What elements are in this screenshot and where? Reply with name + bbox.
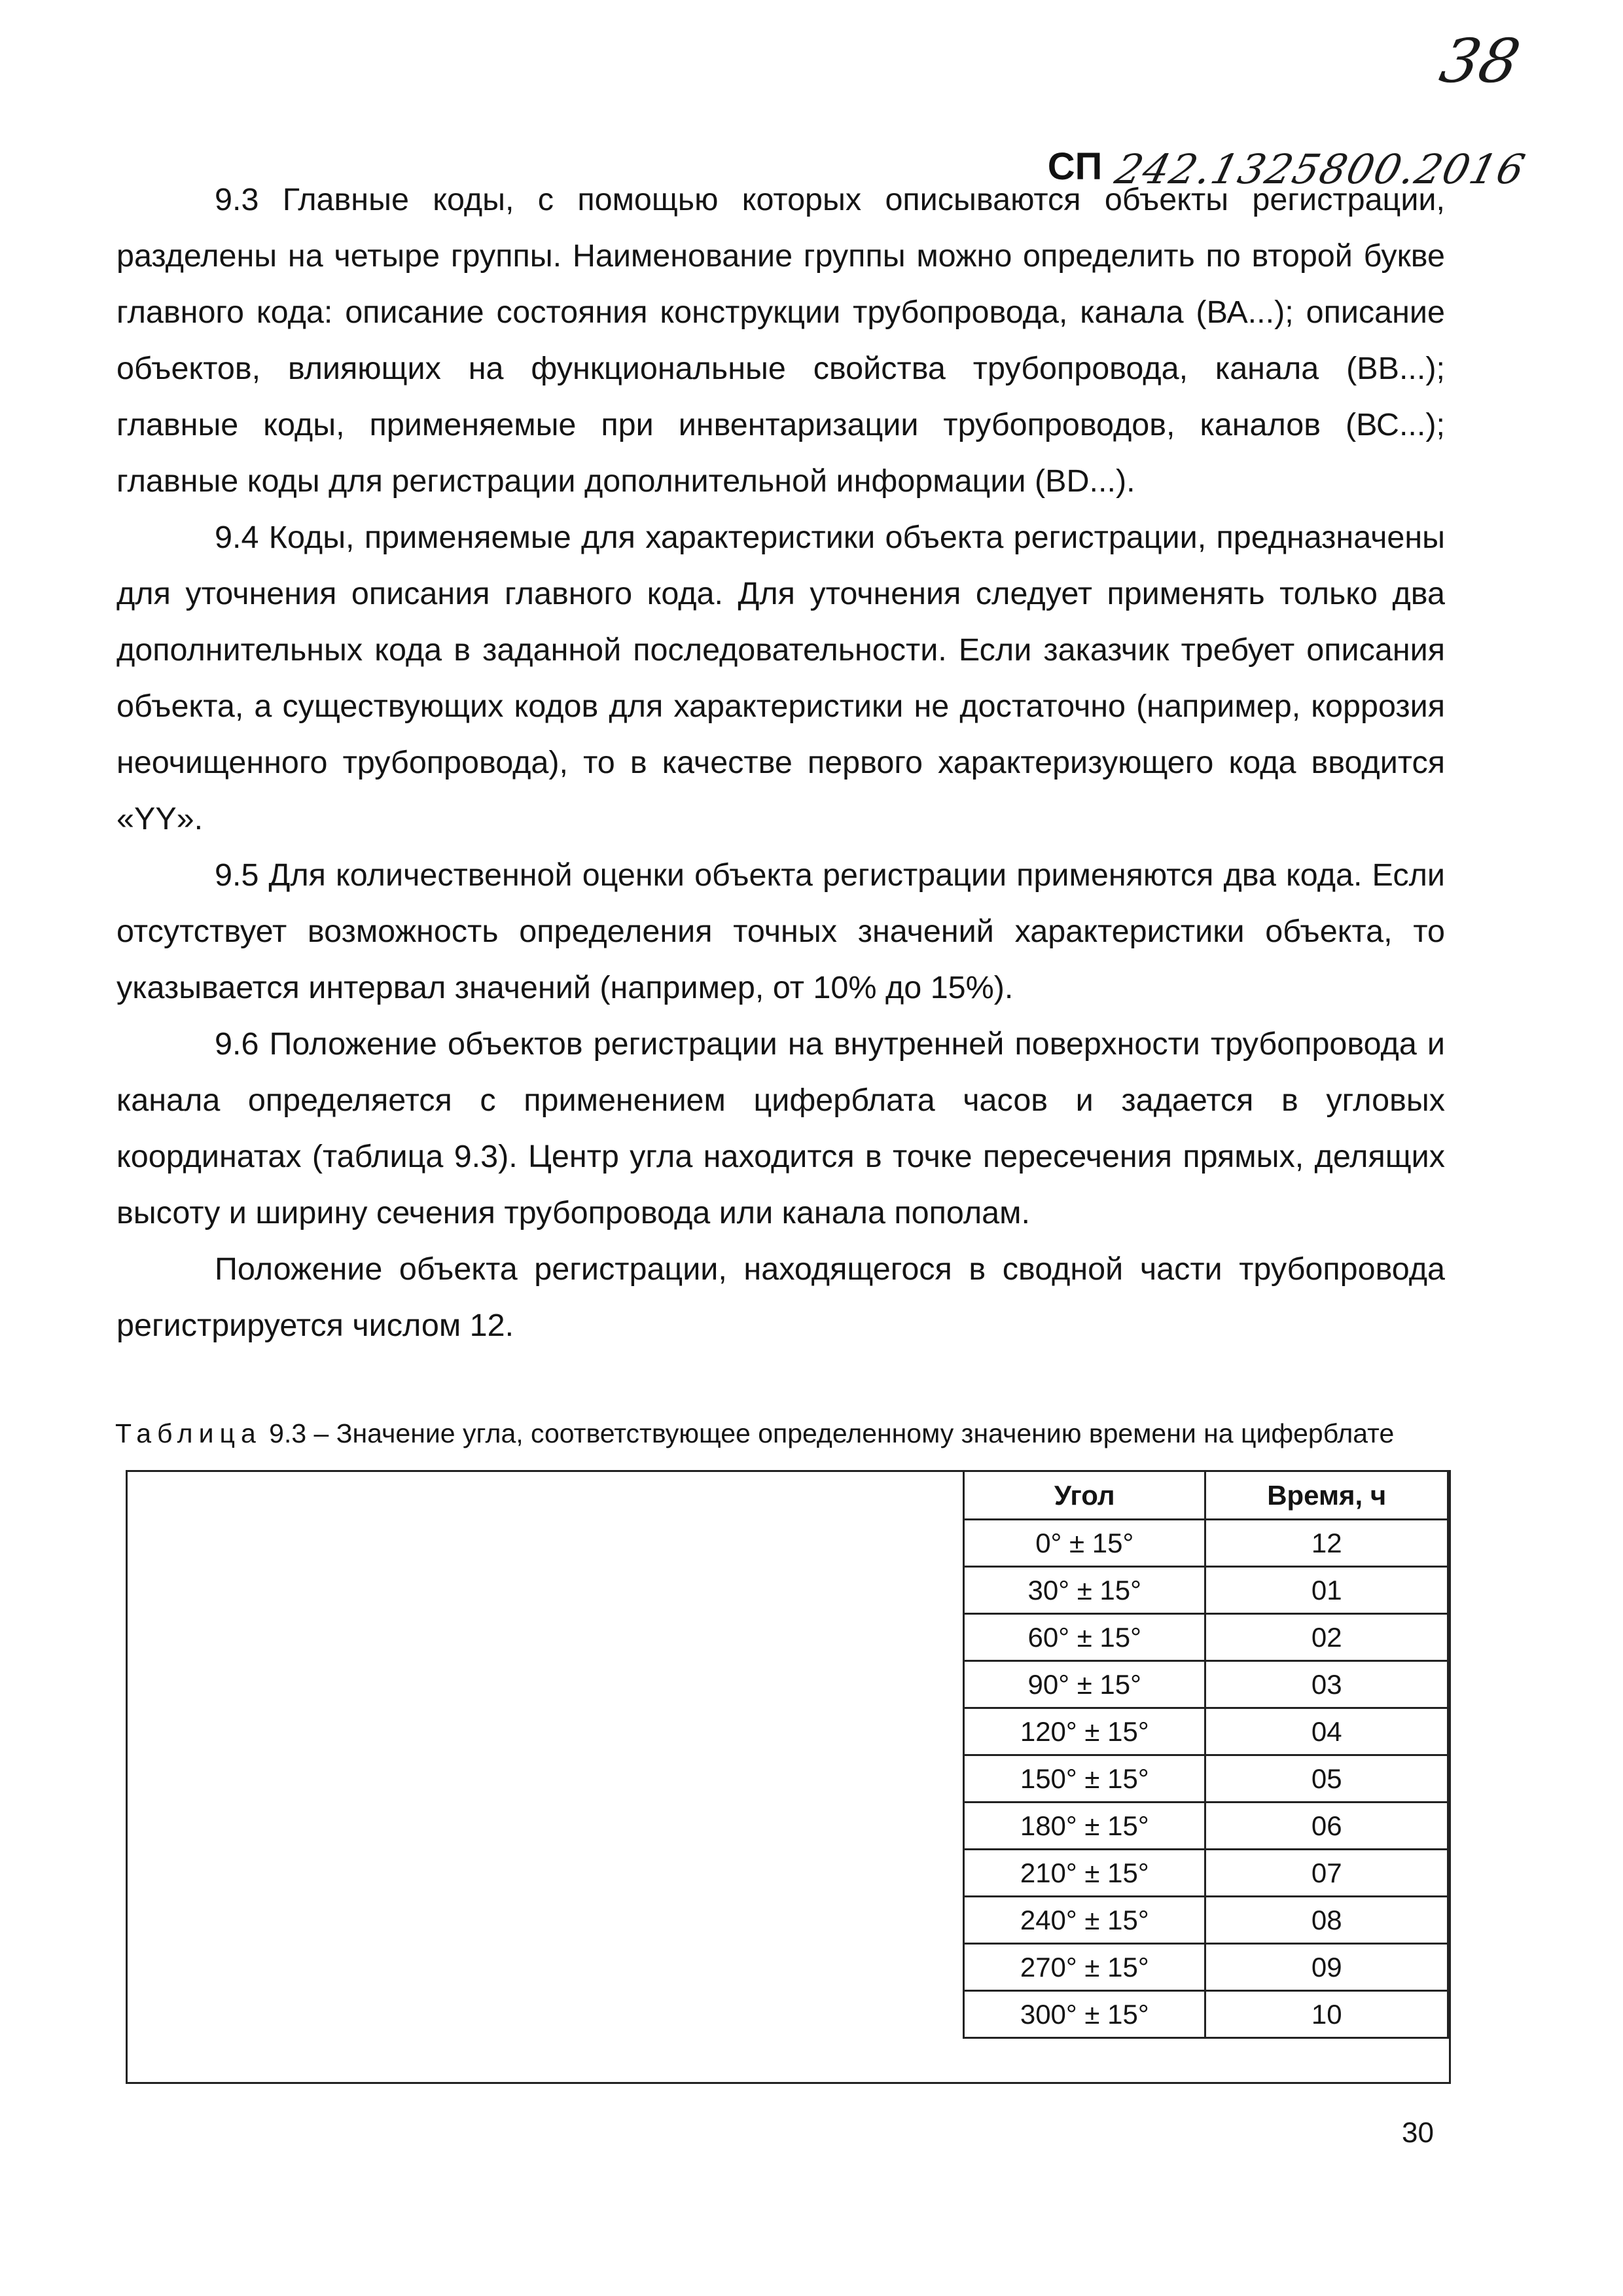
table-row — [964, 1755, 1448, 1803]
table-row — [964, 1803, 1448, 1850]
table-row — [964, 1520, 1448, 1567]
time-cell: 04 — [1205, 1708, 1448, 1755]
angle-cell: 270° ± 15° — [964, 1944, 1205, 1991]
header-time: Время, ч — [1205, 1471, 1448, 1520]
time-cell: 05 — [1205, 1755, 1448, 1803]
table-row — [964, 1614, 1448, 1661]
paragraph-9-6: 9.6 Положение объектов регистрации на внутренней поверхности трубопровода и канала определяется с применением циферблата часов и задается в угловых координатах (таблица 9.3). Центр угла находится в точке пересечения прямых, делящих высоту и ширину сечения трубопровода или канала пополам. — [116, 1026, 1445, 1230]
table-row — [964, 1944, 1448, 1991]
angle-cell: 60° ± 15° — [964, 1614, 1205, 1661]
time-cell: 10 — [1205, 1991, 1448, 2038]
angle-cell: 90° ± 15° — [964, 1661, 1205, 1708]
time-cell: 08 — [1205, 1897, 1448, 1944]
paragraph-position-12: Положение объекта регистрации, находящегося в сводной части трубопровода регистрируется числом 12. — [116, 1251, 1445, 1343]
angle-cell: 120° ± 15° — [964, 1708, 1205, 1755]
header-angle: Угол — [964, 1471, 1205, 1520]
paragraph-9-3: 9.3 Главные коды, с помощью которых описываются объекты регистрации, разделены на четыре группы. Наименование группы можно определить по второй букве главного кода: описание состояния конструкции трубопровода, канала (ВА...); описание объектов, влияющих на функциональные свойства трубопровода, канала (ВВ...); главные коды, применяемые при инвентаризации трубопроводов, каналов (ВС...); главные коды для регистрации дополнительной информации (BD...). — [116, 182, 1445, 499]
table-caption — [115, 1415, 1394, 1452]
time-cell: 07 — [1205, 1850, 1448, 1897]
angle-time-table — [963, 1470, 1449, 2039]
table-row — [964, 1567, 1448, 1614]
paragraph-9-5: 9.5 Для количественной оценки объекта регистрации применяются два кода. Если отсутствует возможность определения точных значений характеристики объекта, то указывается интервал значений (например, от 10% до 15%). — [116, 857, 1445, 1005]
time-cell: 12 — [1205, 1520, 1448, 1567]
table-header-row — [964, 1471, 1448, 1520]
time-cell: 09 — [1205, 1944, 1448, 1991]
table-row — [964, 1708, 1448, 1755]
table-row — [964, 1897, 1448, 1944]
angle-cell: 0° ± 15° — [964, 1520, 1205, 1567]
time-cell: 03 — [1205, 1661, 1448, 1708]
table-caption-text: 9.3 – Значение угла, соответствующее определенному значению времени на циферблате — [269, 1418, 1395, 1448]
time-cell: 01 — [1205, 1567, 1448, 1614]
table-row — [964, 1991, 1448, 2038]
angle-cell: 150° ± 15° — [964, 1755, 1205, 1803]
document-code-prefix: СП — [1047, 145, 1103, 188]
table-row — [964, 1850, 1448, 1897]
table-caption-word: Таблица — [115, 1418, 262, 1448]
body-text — [116, 171, 1445, 1354]
table-frame — [126, 1470, 1451, 2084]
angle-cell: 30° ± 15° — [964, 1567, 1205, 1614]
angle-cell: 210° ± 15° — [964, 1850, 1205, 1897]
time-cell: 02 — [1205, 1614, 1448, 1661]
angle-cell: 240° ± 15° — [964, 1897, 1205, 1944]
paragraph-9-4: 9.4 Коды, применяемые для характеристики объекта регистрации, предназначены для уточнения описания главного кода. Для уточнения следует применять только два дополнительных кода в заданной последовательности. Если заказчик требует описания объекта, а существующих кодов для характеристики не достаточно (например, коррозия неочищенного трубопровода), то в качестве первого характеризующего кода вводится «YY». — [116, 520, 1445, 836]
table-row — [964, 1661, 1448, 1708]
page-number: 30 — [1402, 2117, 1434, 2149]
angle-cell: 180° ± 15° — [964, 1803, 1205, 1850]
handwritten-page-number: 38 — [1434, 26, 1526, 96]
angle-cell: 300° ± 15° — [964, 1991, 1205, 2038]
time-cell: 06 — [1205, 1803, 1448, 1850]
document-code-handwritten: 242.1325800.2016 — [1111, 145, 1531, 193]
